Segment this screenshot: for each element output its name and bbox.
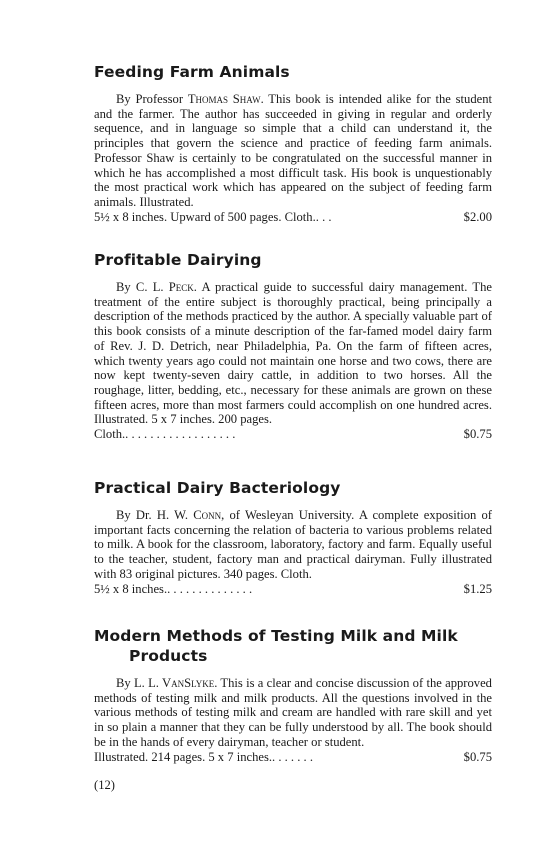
page-number: (12): [94, 778, 115, 792]
author-name: L. L. VanSlyke: [133, 676, 215, 690]
price-line: [94, 582, 492, 597]
price-line: [94, 427, 492, 442]
book-details: Cloth.: [94, 427, 126, 442]
author-name: Thomas Shaw: [187, 92, 261, 106]
price: $0.75: [463, 427, 492, 442]
book-details: Illustrated. 214 pages. 5 x 7 inches.: [94, 749, 273, 764]
book-details: 5½ x 8 inches.: [94, 581, 168, 596]
author-name: H. W. Conn: [156, 508, 222, 522]
description-text: . A practical guide to successful dairy management. The treatment of the entire subject is thoroughly practical, being principally a description of the methods practiced by the author. A specially valuable part of this book consists of a minute description of the far-famed model dairy farm of Rev. J. D. Detrich, near Philadelphia, Pa. On the farm of fifteen acres, which twenty years ago could not maintain one horse and two cows, there are now kept twenty-seven dairy cattle, in addition to two horses. All the roughage, litter, bedding, etc., necessary for these animals are grown on these fifteen acres, more than most farmers could accomplish on one hundred acres. Illustrated. 5 x 7 inches. 200 pages.: [94, 280, 492, 427]
price-line: [94, 210, 492, 225]
entry-feeding-farm-animals: [94, 62, 492, 224]
entry-title: [94, 626, 492, 666]
entry-title-line1: Modern Methods of Testing Milk and Milk: [94, 627, 458, 645]
author-name: C. L. Peck: [135, 280, 194, 294]
byline-prefix: By Dr.: [116, 508, 157, 522]
dot-leader: . . . . . . . . . . . . . .: [167, 581, 253, 596]
price: $0.75: [463, 749, 492, 764]
byline-prefix: By: [116, 280, 136, 294]
byline-prefix: By Professor: [116, 92, 188, 106]
entry-profitable-dairying: [94, 250, 492, 442]
book-details: 5½ x 8 inches. Upward of 500 pages. Cloth.: [94, 209, 316, 224]
price: $1.25: [463, 581, 492, 596]
entry-description: [94, 508, 492, 582]
dot-leader: . . . . . . .: [272, 749, 313, 764]
price: $2.00: [463, 209, 492, 224]
entry-title-line2: Products: [129, 647, 208, 665]
entry-title: Feeding Farm Animals: [94, 63, 290, 81]
entry-description: [94, 92, 492, 210]
byline-prefix: By: [116, 676, 134, 690]
description-text: , of Wesleyan University. A complete exposition of important facts concerning the relation of bacteria to various problems related to milk. A book for the classroom, laboratory, factory and farm. Equally useful to the teacher, student, factory man and practical dairyman. Fully illustrated with 83 original pictures. 340 pages. Cloth.: [94, 508, 492, 581]
entry-modern-methods-testing-milk: [94, 626, 492, 764]
entry-description: [94, 676, 492, 750]
entry-practical-dairy-bacteriology: [94, 478, 492, 596]
entry-title: Profitable Dairying: [94, 251, 262, 269]
price-line: [94, 750, 492, 765]
description-text: . This book is intended alike for the student and the farmer. The author has succeeded in giving in regular and orderly sequence, and in language so simple that a child can understand it, the principles that govern the science and practice of feeding farm animals. Professor Shaw is certainly to be congratulated on the successful manner in which he has accomplished a most difficult task. His book is unquestionably the most practical work which has appeared on the subject of feeding farm animals. Illustrated.: [94, 92, 493, 209]
dot-leader: . . .: [315, 209, 332, 224]
entry-title: Practical Dairy Bacteriology: [94, 479, 341, 497]
dot-leader: . . . . . . . . . . . . . . . . . .: [125, 427, 236, 442]
description-text: . This is a clear and concise discussion of the approved methods of testing milk and milk products. All the questions involved in the various methods of testing milk and cream are handled with rare skill and yet in so plain a manner that they can be fully understood by all. The book should be in the hands of every dairyman, teacher or student.: [94, 676, 492, 749]
entry-description: [94, 280, 492, 427]
